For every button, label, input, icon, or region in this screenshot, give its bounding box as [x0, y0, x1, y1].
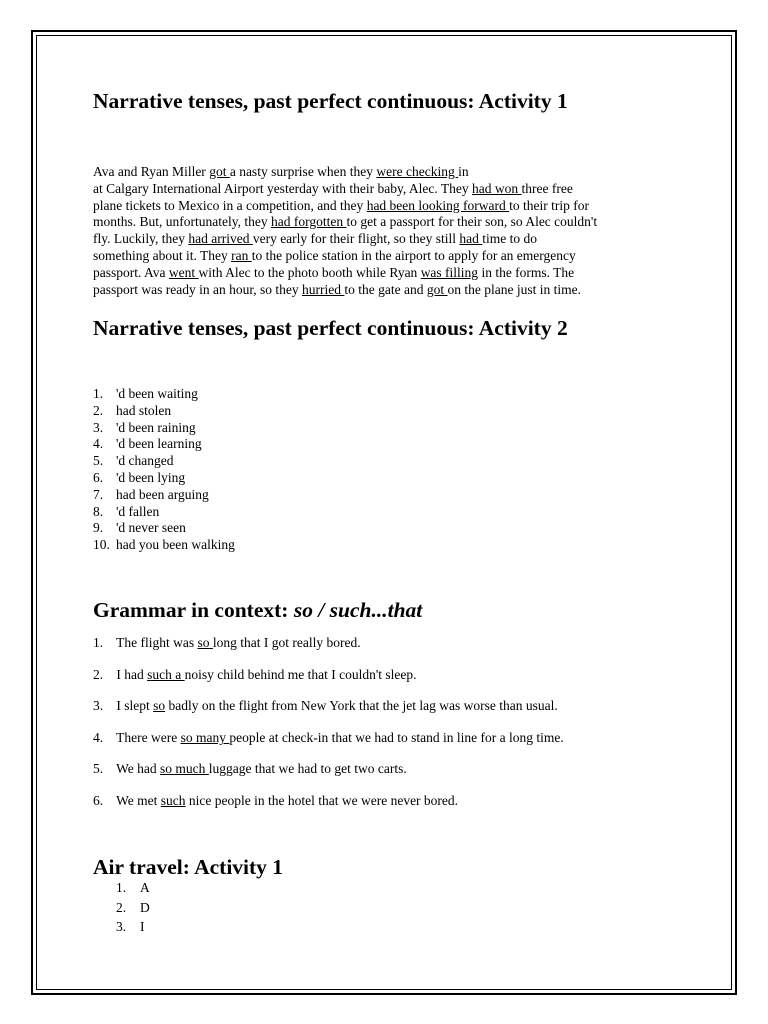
paragraph-text: passport. Ava — [93, 264, 169, 280]
sentence-answer: so much — [160, 761, 209, 776]
section2-title: Narrative tenses, past perfect continuous: Activity 2 — [93, 316, 568, 340]
item-number: 5. — [93, 761, 104, 776]
item-number: 7. — [93, 486, 104, 502]
paragraph-line — [93, 265, 685, 282]
list-item — [93, 487, 235, 504]
sentence-text: There were — [113, 730, 181, 745]
paragraph-text: to get a passport for their son, so Alec couldn't — [346, 214, 598, 230]
paragraph-line — [93, 181, 685, 198]
list-item — [93, 436, 235, 453]
paragraph-answer: hurried — [302, 281, 345, 297]
item-answer: 'd never seen — [116, 520, 186, 536]
item-answer: I — [140, 919, 145, 934]
paragraph-line — [93, 248, 685, 265]
sentence-text: badly on the flight from New York that the jet lag was worse than usual. — [165, 698, 558, 713]
paragraph-text: fly. Luckily, they — [93, 231, 189, 247]
sentence-text: noisy child behind me that I couldn't sleep. — [184, 667, 417, 682]
paragraph-text: in — [458, 164, 469, 179]
paragraph-text: passport was ready in an hour, so they — [93, 281, 303, 297]
paragraph-line — [93, 198, 685, 215]
list-item — [93, 504, 235, 521]
item-answer: 'd been lying — [116, 469, 186, 485]
sentence-answer: such a — [147, 667, 185, 682]
item-number: 8. — [93, 503, 104, 519]
sentence-item — [93, 794, 458, 808]
item-answer: A — [140, 880, 150, 895]
list-item — [93, 520, 235, 537]
sentence-item — [93, 699, 558, 713]
paragraph-answer: ran — [231, 247, 252, 263]
sentence-text: long that I got really bored. — [212, 635, 361, 650]
paragraph-text: very early for their flight, so they still — [252, 231, 460, 247]
list-item — [93, 420, 235, 437]
paragraph-text: to their trip for — [509, 197, 590, 213]
sentence-text: people at check-in that we had to stand in line for a long time. — [229, 730, 564, 745]
item-answer: 'd fallen — [116, 503, 160, 519]
sentence-text: I slept — [113, 698, 154, 713]
sentence-item — [93, 731, 564, 745]
paragraph-answer: was filling — [420, 264, 479, 280]
paragraph-answer: had arrived — [188, 231, 253, 247]
paragraph-answer: had been looking forward — [366, 197, 510, 213]
sentence-item — [93, 636, 361, 650]
list-item — [93, 537, 235, 554]
paragraph-text: months. But, unfortunately, they — [93, 214, 271, 230]
item-number: 2. — [116, 899, 127, 915]
section3-title — [93, 600, 422, 622]
section4-title: Air travel: Activity 1 — [93, 855, 284, 879]
sentence-text: nice people in the hotel that we were never bored. — [185, 793, 459, 808]
item-number: 4. — [93, 730, 104, 745]
sentence-item — [93, 762, 407, 776]
list-item — [93, 403, 235, 420]
item-answer: 'd been learning — [116, 436, 202, 452]
list-item — [116, 898, 150, 918]
item-answer: had been arguing — [116, 486, 209, 502]
paragraph-line — [93, 164, 685, 181]
item-number: 1. — [93, 635, 104, 650]
paragraph-answer: had — [459, 231, 483, 247]
item-answer: D — [140, 899, 150, 915]
sentence-answer: so — [197, 635, 213, 650]
list-item — [116, 878, 150, 898]
section2-answer-list — [93, 386, 235, 554]
sentence-item — [93, 668, 417, 682]
item-answer: had you been walking — [116, 537, 235, 553]
paragraph-text: something about it. They — [93, 247, 232, 263]
list-item — [93, 470, 235, 487]
sentence-text: luggage that we had to get two carts. — [208, 761, 407, 776]
paragraph-text: to the gate and — [344, 281, 427, 297]
paragraph-text: Ava and Ryan Miller — [93, 164, 210, 179]
paragraph-line — [93, 282, 685, 299]
section1-title: Narrative tenses, past perfect continuous: Activity 1 — [93, 89, 568, 113]
paragraph-answer: got — [209, 164, 230, 179]
item-number: 9. — [93, 520, 104, 536]
sentence-text: The flight was — [113, 635, 198, 650]
item-answer: 'd been waiting — [116, 386, 198, 401]
paragraph-text: on the plane just in time. — [447, 281, 582, 297]
item-number: 3. — [116, 919, 127, 934]
paragraph-answer: got — [426, 281, 448, 297]
sentence-text: I had — [113, 667, 148, 682]
item-number: 1. — [93, 386, 104, 401]
paragraph-answer: had forgotten — [270, 214, 347, 230]
section3-title-plain: Grammar in context: — [93, 598, 294, 622]
paragraph-text: three free — [521, 180, 573, 196]
item-number: 5. — [93, 453, 104, 469]
list-item — [116, 917, 150, 937]
paragraph-text: at Calgary International Airport yesterday with their baby, Alec. They — [93, 180, 473, 196]
paragraph-text: time to do — [482, 231, 538, 247]
paragraph-answer: went — [168, 264, 199, 280]
section1-paragraph — [93, 164, 685, 298]
paragraph-text: plane tickets to Mexico in a competition, and they — [93, 197, 367, 213]
item-number: 2. — [93, 402, 104, 418]
item-number: 1. — [116, 880, 127, 895]
paragraph-text: to the police station in the airport to apply for an emergency — [251, 247, 576, 263]
item-answer: had stolen — [116, 402, 172, 418]
sentence-text: We met — [113, 793, 161, 808]
item-number: 10. — [93, 537, 110, 553]
sentence-answer: so — [153, 698, 166, 713]
sentence-answer: so many — [180, 730, 230, 745]
list-item — [93, 453, 235, 470]
item-number: 6. — [93, 793, 104, 808]
paragraph-text: a nasty surprise when they — [229, 164, 377, 179]
paragraph-answer: were checking — [376, 164, 459, 179]
sentence-answer: such — [160, 793, 186, 808]
item-number: 3. — [93, 419, 104, 435]
paragraph-answer: had won — [472, 180, 522, 196]
section4-answer-list — [116, 878, 150, 937]
item-answer: 'd changed — [116, 453, 174, 469]
section3-title-italic: so / such...that — [293, 598, 423, 622]
paragraph-line — [93, 214, 685, 231]
item-number: 4. — [93, 436, 104, 452]
item-number: 3. — [93, 698, 104, 713]
paragraph-text: in the forms. The — [478, 264, 575, 280]
item-number: 2. — [93, 667, 104, 682]
item-number: 6. — [93, 469, 104, 485]
item-answer: 'd been raining — [116, 419, 196, 435]
paragraph-text: with Alec to the photo booth while Ryan — [198, 264, 421, 280]
sentence-text: We had — [113, 761, 161, 776]
list-item — [93, 386, 235, 403]
paragraph-line — [93, 231, 685, 248]
